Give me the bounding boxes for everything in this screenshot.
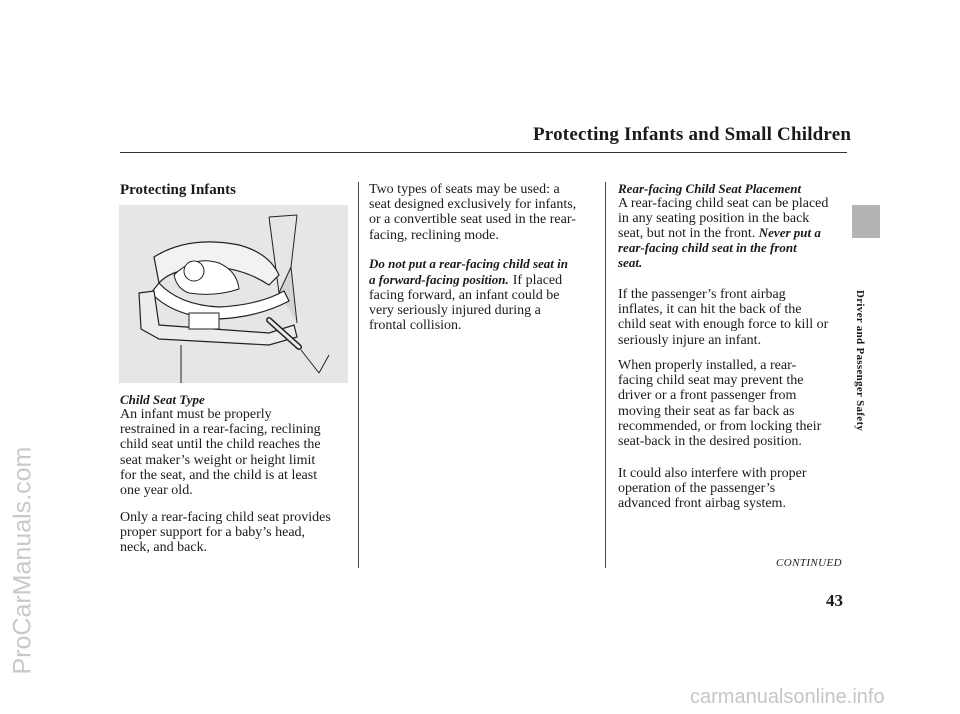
text-line: child seat until the child reaches the: [120, 437, 321, 453]
seat-types-paragraph: [369, 182, 601, 243]
front-seat-warning-start: Never put a: [758, 225, 821, 241]
text-line: driver or a front passenger from: [618, 388, 797, 404]
left-watermark: [3, 300, 43, 700]
rear-facing-seat-drawing: [119, 205, 348, 383]
text-line: restrained in a rear-facing, reclining: [120, 422, 321, 438]
airbag-paragraph: [618, 287, 850, 348]
page-title: Protecting Infants and Small Children: [533, 124, 852, 145]
text-line: inflates, it can hit the back of the: [618, 302, 802, 318]
placement-paragraph: [618, 196, 850, 242]
text-line: in any seating position in the back: [618, 211, 810, 227]
warning-emphasis: a forward-facing position.: [369, 272, 509, 287]
column-divider-left: [358, 182, 359, 568]
front-seat-warning-line2: rear-facing child seat in the front: [618, 240, 797, 255]
text-line: one year old.: [120, 483, 193, 499]
header-rule: [120, 152, 847, 153]
column-divider-right: [605, 182, 606, 568]
forward-facing-warning-line2: [369, 271, 562, 289]
text-line: facing forward, an infant could be: [369, 288, 560, 303]
text-line: for the seat, and the child is at least: [120, 467, 318, 483]
text-line: If the passenger’s front airbag: [618, 287, 786, 302]
text-line: moving their seat as far back as: [618, 403, 795, 419]
text-line: When properly installed, a rear-: [618, 358, 797, 373]
page-number: 43: [826, 591, 843, 610]
section-tab-label: [848, 240, 882, 432]
section-tab-marker: [852, 205, 880, 238]
text-line: or a convertible seat used in the rear-: [369, 212, 576, 228]
text-line: seat maker’s weight or height limit: [120, 452, 316, 468]
section-tab-text: Driver and Passenger Safety: [854, 290, 866, 432]
text-line: seriously injure an infant.: [618, 332, 762, 348]
text-line: neck, and back.: [120, 540, 208, 556]
text-line: facing child seat may prevent the: [618, 373, 804, 389]
front-seat-warning-line3: seat.: [618, 255, 643, 270]
text-line: proper support for a baby’s head,: [120, 525, 306, 541]
interference-paragraph: [618, 466, 850, 512]
continued-label: CONTINUED: [776, 557, 842, 569]
text-line: facing, reclining mode.: [369, 227, 499, 243]
bottom-watermark: carmanualsonline.info: [690, 686, 885, 708]
forward-facing-warning-line1: Do not put a rear-facing child seat in: [369, 256, 568, 271]
illustration-caption: Child Seat Type: [120, 392, 205, 407]
child-seat-illustration: [119, 205, 348, 383]
text-line: operation of the passenger’s: [618, 481, 776, 497]
text-line: An infant must be properly: [120, 407, 272, 422]
text-line: It could also interfere with proper: [618, 466, 807, 481]
text-line: seat designed exclusively for infants,: [369, 197, 577, 213]
text-line: child seat with enough force to kill or: [618, 317, 829, 333]
text-line: A rear-facing child seat can be placed: [618, 196, 829, 211]
text-line: advanced front airbag system.: [618, 496, 786, 512]
text-line: frontal collision.: [369, 318, 462, 334]
support-paragraph: [120, 510, 355, 556]
injury-paragraph: [369, 288, 601, 334]
infant-restraint-paragraph: [120, 407, 355, 498]
section-heading-protecting-infants: Protecting Infants: [120, 182, 236, 198]
left-watermark-text: ProCarManuals.com: [8, 446, 37, 675]
placement-last-line: seat, but not in the front.: [618, 226, 756, 242]
warning-tail: If placed: [512, 273, 563, 288]
text-line: seat-back in the desired position.: [618, 434, 802, 450]
text-line: recommended, or from locking their: [618, 418, 822, 434]
installation-paragraph: [618, 358, 850, 449]
text-line: Only a rear-facing child seat provides: [120, 510, 331, 525]
text-line: very seriously injured during a: [369, 303, 541, 319]
text-line: Two types of seats may be used: a: [369, 182, 560, 197]
placement-heading: Rear-facing Child Seat Placement: [618, 181, 802, 196]
